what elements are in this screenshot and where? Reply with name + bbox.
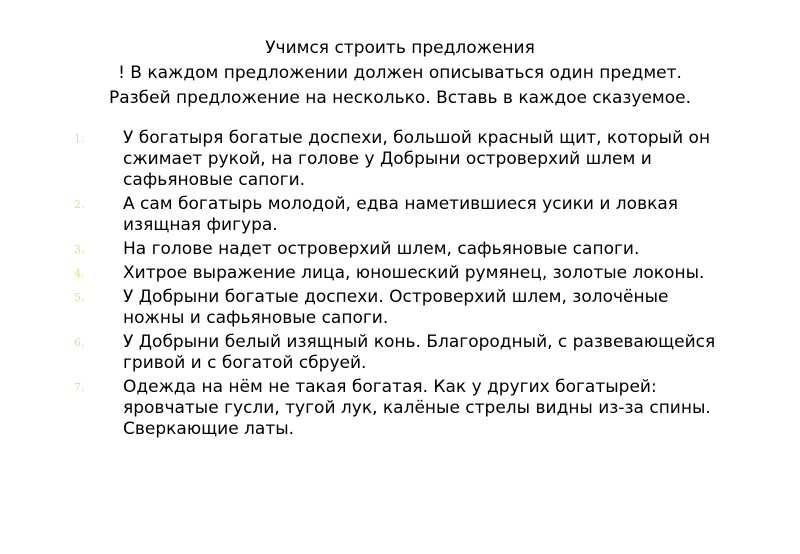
list-item <box>74 287 734 329</box>
title-instruction-rule: ! В каждом предложении должен описываться один предмет. <box>118 63 682 83</box>
list-item-text: У богатыря богатые доспехи, большой красный щит, который он сжимает рукой, на голове у Добрыни островерхий шлем и сафьяновые сапоги. <box>123 128 711 190</box>
list-item <box>74 263 734 284</box>
list-item-number: 2. <box>74 198 85 211</box>
list-item-text: На голове надет островерхий шлем, сафьяновые сапоги. <box>123 239 640 259</box>
list-item-text: Одежда на нём не такая богатая. Как у других богатырей: яровчатые гусли, тугой лук, калёные стрелы видны из-за спины. Сверкающие латы. <box>123 377 711 439</box>
list-item-number: 4. <box>74 267 85 280</box>
list-item-text: У Добрыни богатые доспехи. Островерхий шлем, золочёные ножны и сафьяновые сапоги. <box>123 287 669 328</box>
slide-title <box>40 36 760 111</box>
title-instruction-task: Разбей предложение на несколько. Вставь в каждое сказуемое. <box>108 88 692 108</box>
title-heading: Учимся строить предложения <box>265 38 535 58</box>
list-item <box>74 377 734 440</box>
list-item-number: 3. <box>74 243 85 256</box>
list-item-text: У Добрыни белый изящный конь. Благородный, с развевающейся гривой и с богатой сбруей. <box>123 332 716 373</box>
sentence-list <box>74 128 734 443</box>
list-item <box>74 239 734 260</box>
list-item-number: 1. <box>74 132 85 145</box>
list-item <box>74 332 734 374</box>
list-item-text: А сам богатырь молодой, едва наметившиеся усики и ловкая изящная фигура. <box>123 194 679 235</box>
list-item-number: 5. <box>74 291 85 304</box>
list-item-number: 7. <box>74 381 85 394</box>
list-item-text: Хитрое выражение лица, юношеский румянец, золотые локоны. <box>123 263 705 283</box>
list-item <box>74 128 734 191</box>
list-item-number: 6. <box>74 336 85 349</box>
list-item <box>74 194 734 236</box>
